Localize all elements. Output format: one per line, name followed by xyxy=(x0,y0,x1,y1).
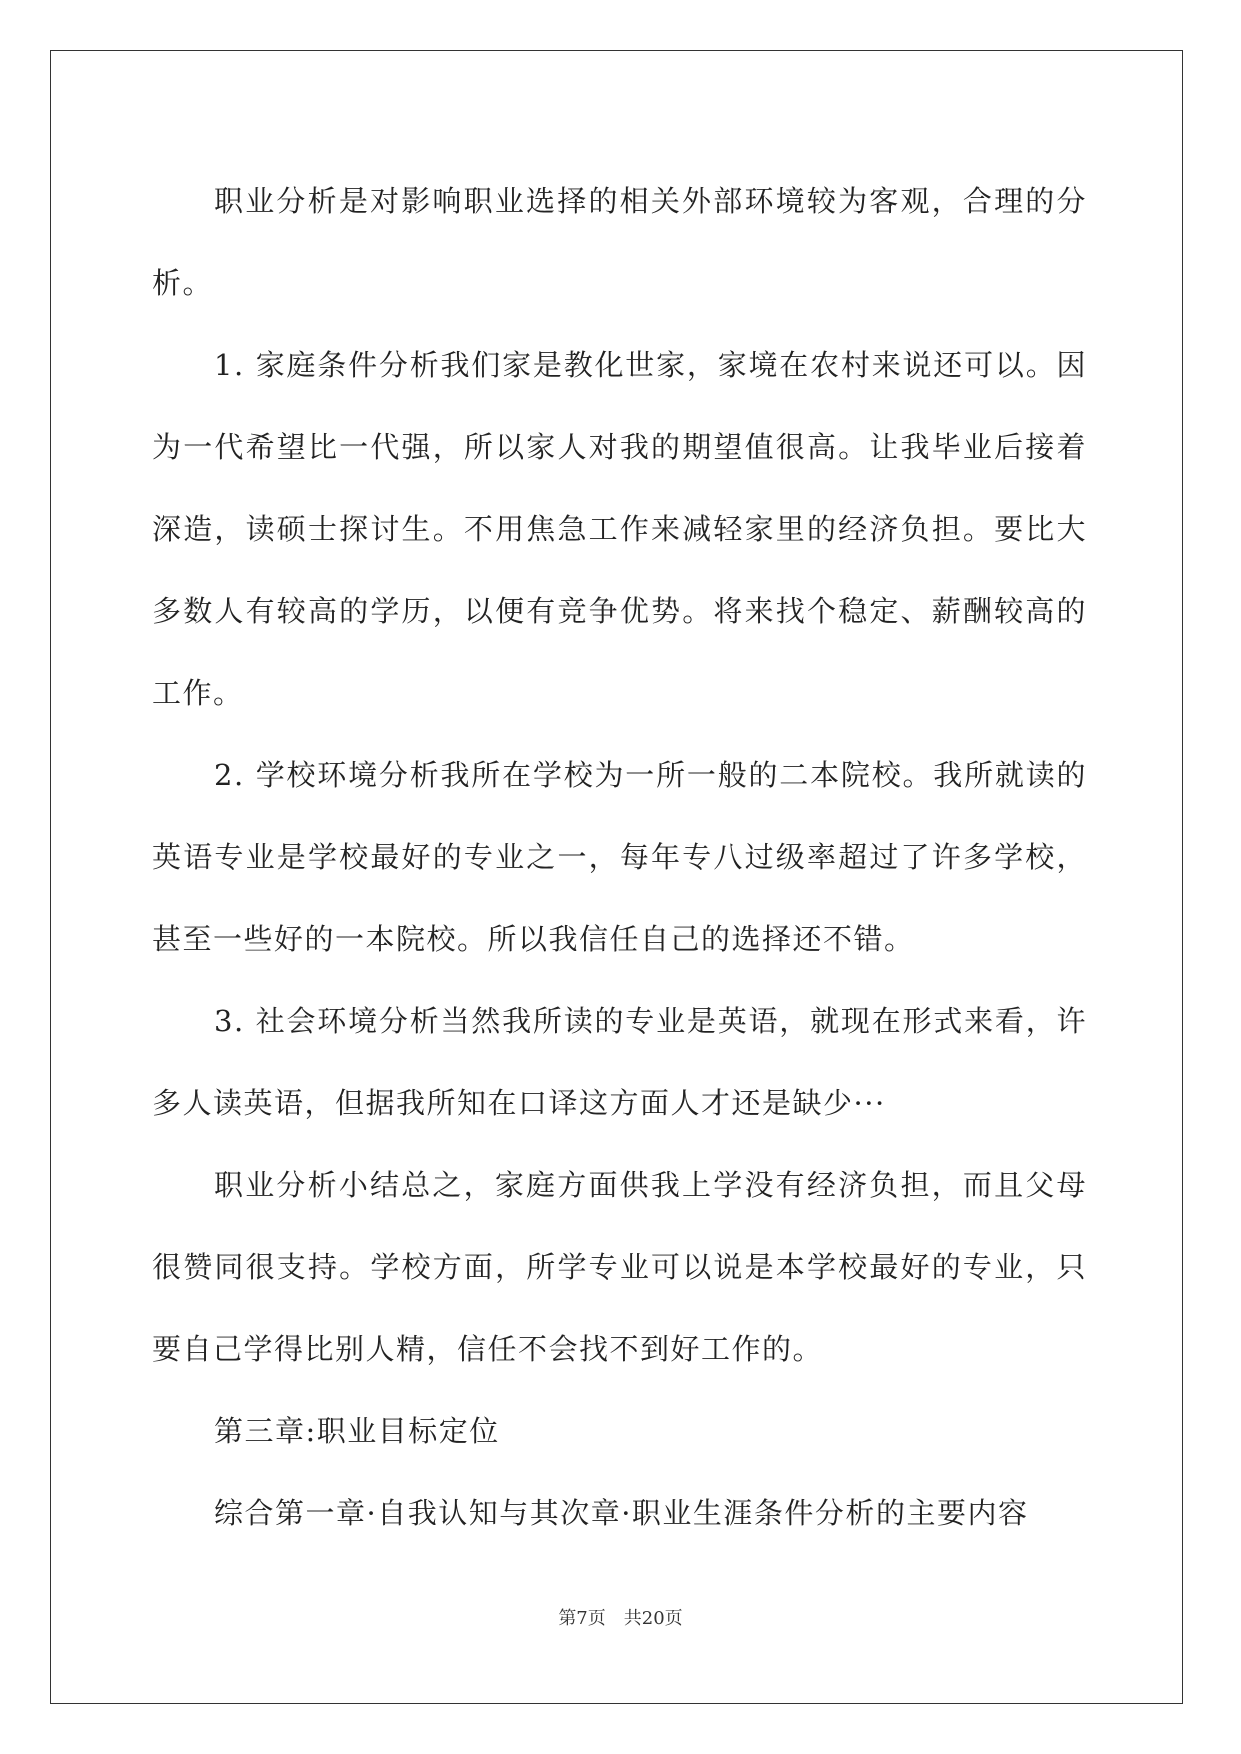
chapter-heading: 第三章:职业目标定位 xyxy=(214,1414,500,1448)
document-body xyxy=(152,160,1087,1554)
page-number-footer: 第7页 共20页 xyxy=(558,1608,683,1629)
paragraph-career-summary: 职业分析小结总之，家庭方面供我上学没有经济负担，而且父母很赞同很支持。学校方面，所学专业可以说是本学校最好的专业，只要自己学得比别人精，信任不会找不到好工作的。 xyxy=(152,1168,1087,1366)
paragraph-social-analysis: 3. 社会环境分析当然我所读的专业是英语，就现在形式来看，许多人读英语，但据我所知在口译这方面人才还是缺少··· xyxy=(152,1004,1087,1120)
paragraph-career-analysis-intro: 职业分析是对影响职业选择的相关外部环境较为客观，合理的分析。 xyxy=(152,184,1087,300)
paragraph-school-analysis: 2. 学校环境分析我所在学校为一所一般的二本院校。我所就读的英语专业是学校最好的专业之一，每年专八过级率超过了许多学校，甚至一些好的一本院校。所以我信任自己的选择还不错。 xyxy=(152,758,1087,956)
paragraph-family-analysis: 1. 家庭条件分析我们家是教化世家，家境在农村来说还可以。因为一代希望比一代强，所以家人对我的期望值很高。让我毕业后接着深造，读硕士探讨生。不用焦急工作来减轻家里的经济负担。要比大多数人有较高的学历，以便有竞争优势。将来找个稳定、薪酬较高的工作。 xyxy=(152,348,1087,710)
paragraph-synthesis: 综合第一章·自我认知与其次章·职业生涯条件分析的主要内容 xyxy=(214,1496,1029,1530)
